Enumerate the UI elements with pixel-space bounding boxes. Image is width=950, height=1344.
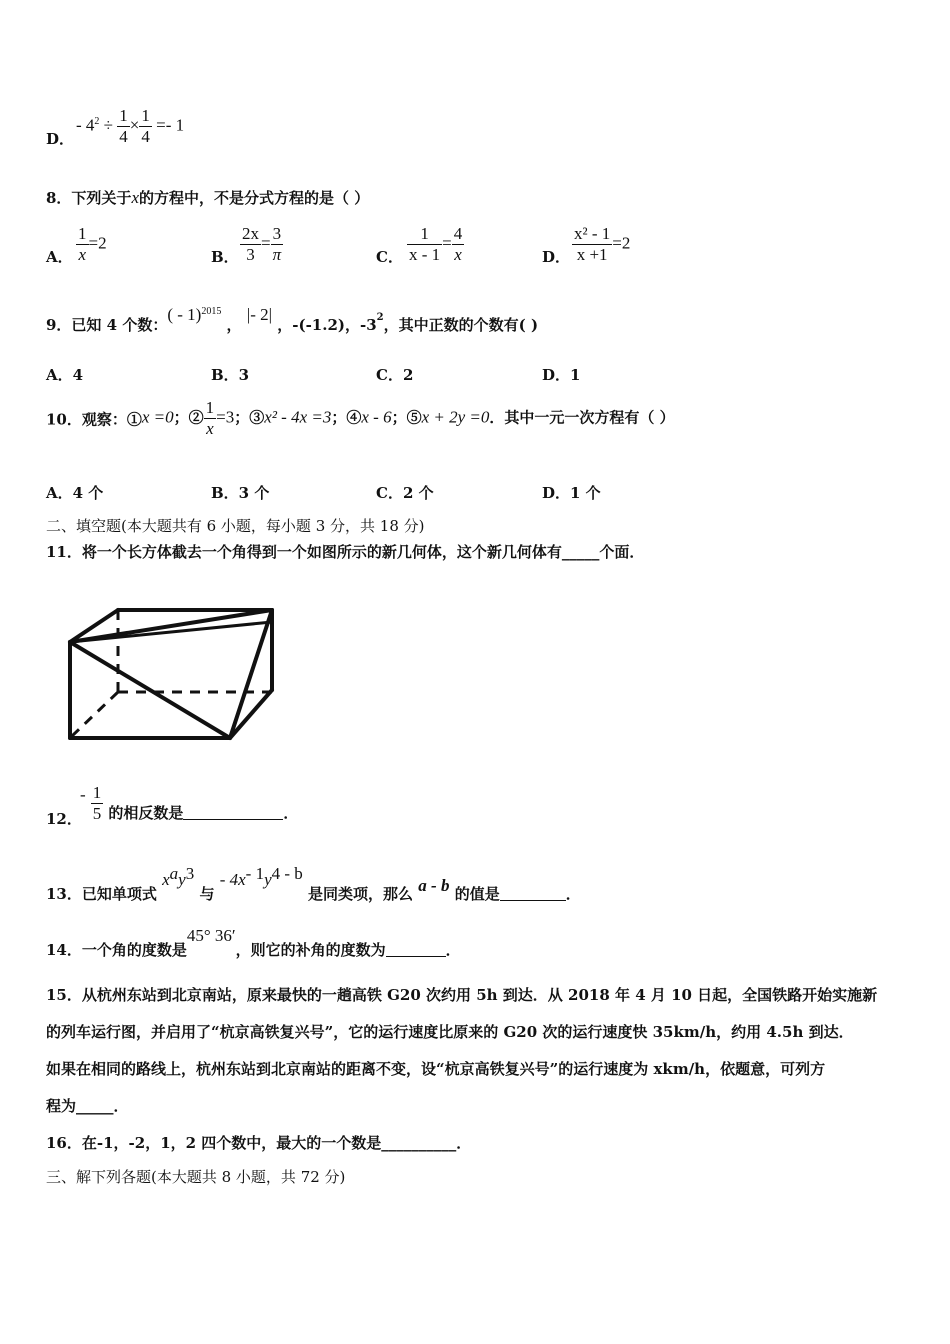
q15-line-2: 的列车运行图，并启用了“杭京高铁复兴号”，它的运行速度比原来的 G20 次的运行速度快 35km/h，约用 4.5h 到达． (46, 1023, 854, 1041)
q10-option-d: D．1 个 (542, 484, 601, 502)
q7-d-term: - 4 (76, 115, 95, 135)
q9-option-d: D．1 (542, 366, 581, 384)
q8-option-a-expr: $\frac{1}{x}$ =2 (78, 224, 107, 264)
q13-answer-blank[interactable] (500, 900, 566, 901)
q7-d-result: =- 1 (156, 115, 185, 135)
section-3-heading: 三、解下列各题(本大题共 8 小题，共 72 分) (46, 1168, 346, 1186)
q10-option-a: A．4 个 (46, 484, 104, 502)
q12-answer-blank[interactable] (183, 819, 283, 820)
q14-stem: 14．一个角的度数是45° 36′，则它的补角的度数为 ． (46, 926, 461, 959)
q8-option-c-label: C． (376, 248, 403, 266)
q7-d-fraction-1: $\frac{1}{4}$ (119, 106, 128, 146)
q7-option-d-label: D． (46, 130, 75, 148)
q8-option-a-label: A． (46, 248, 73, 266)
q11-text: 11．将一个长方体截去一个角得到一个如图所示的新几何体，这个新几何体有_____个面． (46, 543, 645, 561)
q9-option-c: C．2 (376, 366, 414, 384)
q8-option-d-expr: $\frac{\text{x² - 1}}{x +1}$ =2 (574, 224, 631, 264)
q7-d-times: × (129, 115, 140, 135)
q8-option-d-label: D． (542, 248, 571, 266)
q12-negative-sign: - (80, 785, 86, 804)
q8-variable: x (131, 188, 139, 207)
q14-angle: 45° 36′ (186, 926, 236, 945)
q8-option-b-label: B． (211, 248, 239, 266)
q11-geometry-figure (62, 600, 282, 750)
figure-hidden-edge (72, 692, 118, 736)
q7-option-d-expression (76, 106, 184, 147)
q9-option-a: A．4 (46, 366, 84, 384)
q7-d-divide: ÷ (103, 115, 114, 135)
q7-d-exponent: 2 (94, 115, 100, 127)
q10-stem: 10．观察：①x =0；② $\frac{1}{x}$ =3；③x² - 4x =3；④x - 6；⑤x + 2y =0．其中一元一次方程有（ ） (46, 398, 675, 438)
q15-line-4: 程为_____． (46, 1097, 129, 1115)
q9-option-b: B．3 (211, 366, 250, 384)
q10-option-b: B．3 个 (211, 484, 270, 502)
q8-stem: 8．下列关于x的方程中，不是分式方程的是（ ） (46, 188, 370, 207)
figure-edge (70, 642, 230, 738)
q13-stem: 13．已知单项式 $x^ay^3$ 与 - $4x^{- 1}y^{4 - b}$ 是同类项，那么 a - b 的值是 ． (46, 864, 581, 903)
q10-option-c: C．2 个 (376, 484, 434, 502)
q9-number-1: ( - 1) (167, 305, 202, 324)
q16-text: 16．在-1，-2，1，2 四个数中，最大的一个数是__________． (46, 1134, 472, 1152)
q12-expression: - $\frac{1}{5}$ 的相反数是 ． (80, 783, 299, 823)
q12-label: 12． (46, 810, 82, 828)
q9-number-2: |- 2| (246, 305, 273, 324)
q8-option-b-expr: $\frac{2x}{3}$ = $\frac{3}{\pi}$ (242, 224, 282, 264)
q8-option-c-expr: $\frac{1}{x - 1}$ = $\frac{4}{x}$ (409, 224, 463, 264)
figure-edge (230, 610, 272, 738)
section-2-heading: 二、填空题(本大题共有 6 小题，每小题 3 分，共 18 分) (46, 517, 425, 535)
q9-stem: 9．已知 4 个数：( - 1)$^{2015}$ ， |- 2| ，-(-1.2)，-32，其中正数的个数有( ) (46, 305, 539, 334)
q12-fraction: $\frac{1}{5}$ (92, 783, 102, 823)
q15-line-3: 如果在相同的路线上，杭州东站到北京南站的距离不变，设“杭京高铁复兴号”的运行速度为 xkm/h，依题意，可列方 (46, 1060, 826, 1078)
q9-number-1-exponent: 2015 (201, 306, 222, 317)
q15-line-1: 15．从杭州东站到北京南站，原来最快的一趟高铁 G20 次约用 5h 到达．从 2018 年 4 月 10 日起，全国铁路开始实施新 (46, 986, 878, 1004)
q7-d-fraction-2: $\frac{1}{4}$ (141, 106, 150, 146)
q14-answer-blank[interactable] (386, 956, 446, 957)
